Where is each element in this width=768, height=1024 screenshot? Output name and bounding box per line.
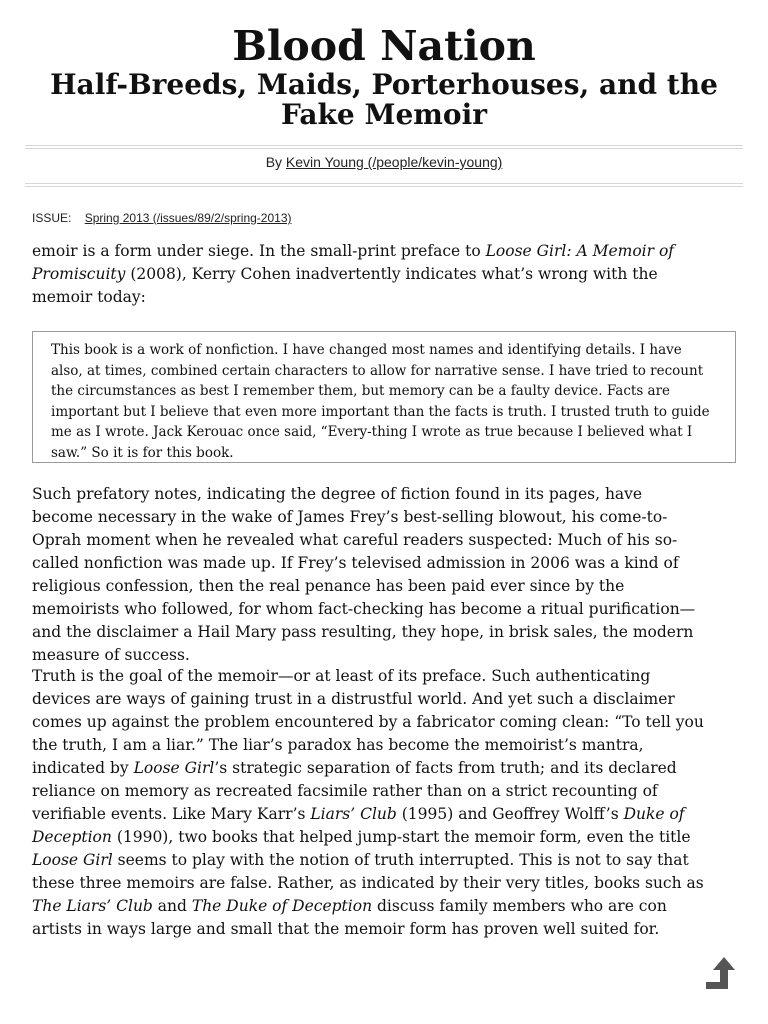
issue-line xyxy=(32,211,292,225)
text-run: (2008), Kerry Cohen inadvertently indicates what’s wrong with the memoir today: xyxy=(32,265,658,306)
text-run: discuss family members who are con artists in ways large and small that the memoir form has proven well suited for. xyxy=(32,897,667,938)
book-title-italic: The Liars’ Club xyxy=(32,897,153,915)
issue-label: ISSUE: xyxy=(32,211,72,225)
text-run: (1995) and Geoffrey Wolff’s xyxy=(396,805,624,823)
disclaimer-blockquote: This book is a work of nonfiction. I have changed most names and identifying details. I have also, at times, combined certain characters to allow for narrative sense. I have tried to recount the circumstances as best I remember them, but memory can be a faulty device. Facts are important but I believe that even more important than the facts is truth. I trusted truth to guide me as I wrote. Jack Kerouac once said, “Every-thing I wrote as true because I believed what I saw.” So it is for this book. xyxy=(32,331,736,463)
article-subtitle: Half-Breeds, Maids, Porterhouses, and the Fake Memoir xyxy=(50,68,718,131)
byline xyxy=(0,154,768,170)
book-title-italic: The Duke of Deception xyxy=(191,897,373,915)
author-link[interactable]: Kevin Young (/people/kevin-young) xyxy=(285,154,503,170)
divider-bottom-2 xyxy=(25,186,743,187)
book-title-italic: Liars’ Club xyxy=(310,805,397,823)
text-run: emoir is a form under siege. In the small-print preface to xyxy=(32,242,486,260)
paragraph-frey: Such prefatory notes, indicating the degree of fiction found in its pages, have become necessary in the wake of James Frey’s best-selling blowout, his come-to-Oprah moment when he revealed what careful readers suspected: Much of his so-called nonfiction was made up. If Frey’s televised admission in 2006 was a kind of religious confession, then the real penance has been paid ever since by the memoirists who followed, for whom fact-checking has become a ritual purification—and the disclaimer a Hail Mary pass resulting, they hope, in brisk sales, the modern measure of success. xyxy=(32,485,696,664)
divider-top-2 xyxy=(25,148,743,149)
text-run: Truth is the goal of the memoir—or at least of its preface. Such authenticating devices are ways of gaining trust in a distrustful world. And yet such a disclaimer comes up against the problem encountered by a fabricator coming clean: “To tell you the truth, I am a liar.” The liar’s paradox has become the memoirist’s mantra, indicated by xyxy=(32,667,704,777)
book-title-italic: Loose Girl xyxy=(32,851,113,869)
book-title-italic: Duke of Deception xyxy=(32,805,685,846)
text-run: and xyxy=(152,897,192,915)
issue-link[interactable]: Spring 2013 (/issues/89/2/spring-2013) xyxy=(84,211,292,225)
text-run: (1990), two books that helped jump-start the memoir form, even the title xyxy=(111,828,691,846)
text-run: ’s strategic separation of facts from truth; and its declared reliance on memory as recreated facsimile rather than on a strict recounting of verifiable events. Like Mary Karr’s xyxy=(32,759,677,823)
divider-bottom-1 xyxy=(25,183,743,184)
book-title-italic: Loose Girl xyxy=(133,759,215,777)
paragraph-truth xyxy=(32,665,704,941)
paragraph-intro xyxy=(32,240,704,309)
byline-prefix: By xyxy=(265,154,283,170)
text-run: seems to play with the notion of truth interrupted. This is not to say that these three memoirs are false. Rather, as indicated by their very titles, books such as xyxy=(32,851,704,892)
article-title: Blood Nation xyxy=(232,22,536,70)
divider-top-1 xyxy=(25,145,743,146)
book-title-italic: Loose Girl: A Memoir of Promiscuity xyxy=(32,242,675,283)
back-to-top-arrow-icon[interactable] xyxy=(702,955,736,991)
